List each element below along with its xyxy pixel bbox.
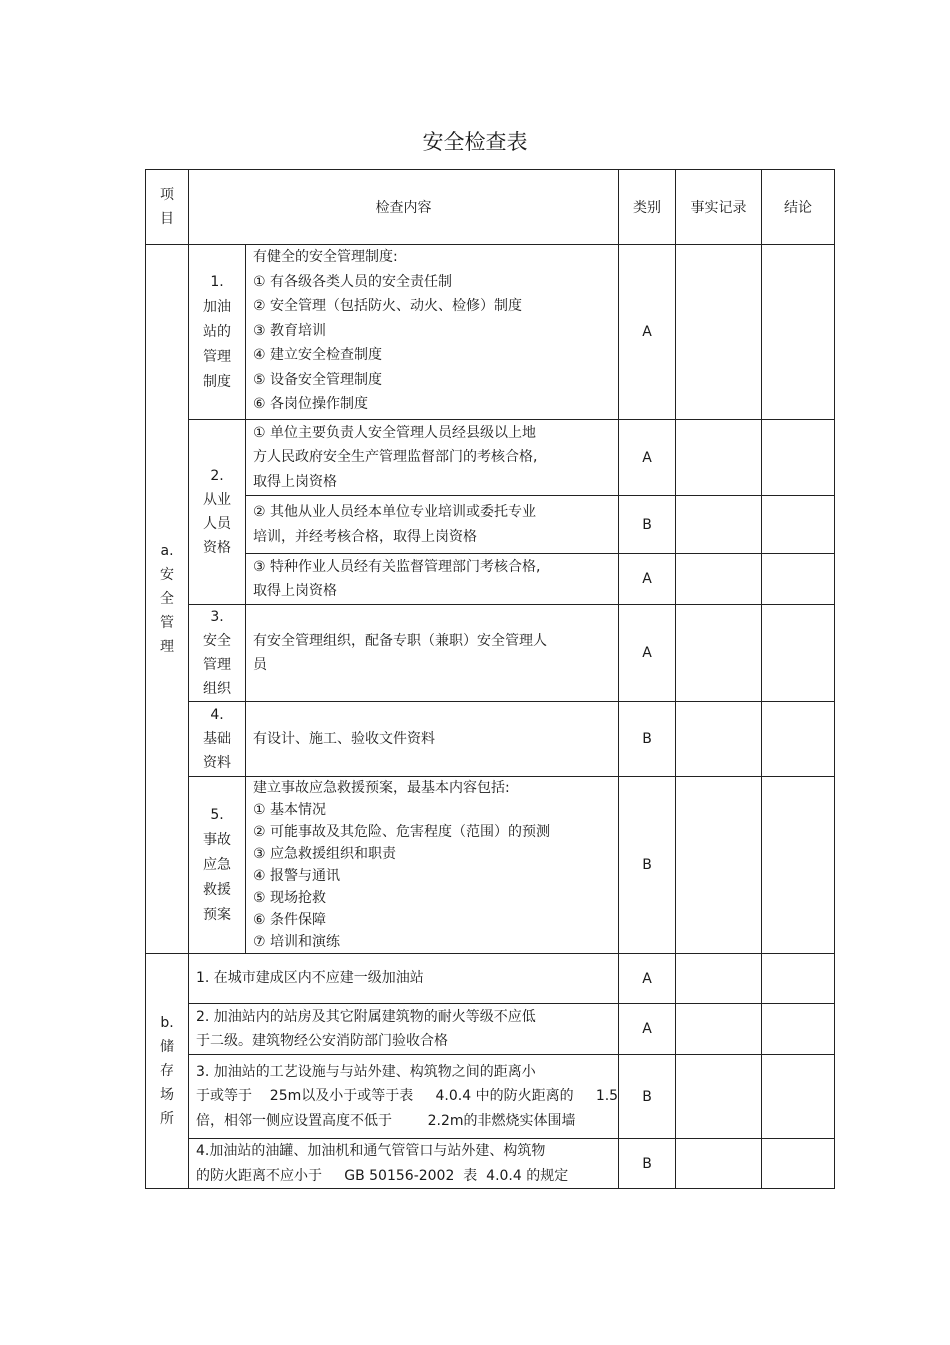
record-cell — [676, 777, 762, 954]
check-content: 有安全管理组织，配备专职（兼职）安全管理人 员 — [246, 605, 619, 702]
check-content: 有健全的安全管理制度: ① 有各级各类人员的安全责任制 ② 安全管理（包括防火、动火、检修）制度 ③ 教育培训 ④ 建立安全检查制度 ⑤ 设备安全管理制度 ⑥ 各岗位操作制度 — [246, 245, 619, 420]
table-row — [146, 605, 835, 702]
check-content: 建立事故应急救援预案，最基本内容包括: ① 基本情况 ② 可能事故及其危险、危害程度（范围）的预测 ③ 应急救援组织和职责 ④ 报警与通讯 ⑤ 现场抢救 ⑥ 条件保障 ⑦ 培训和演练 — [246, 777, 619, 954]
category-cell: A — [619, 1004, 676, 1055]
category-cell: A — [619, 420, 676, 496]
conclusion-cell — [762, 777, 835, 954]
sub-item-label: 2. 从业 人员 资格 — [189, 420, 246, 605]
section-b-label: b. 储 存 场 所 — [146, 954, 189, 1189]
category-cell: B — [619, 496, 676, 554]
check-content: 3. 加油站的工艺设施与与站外建、构筑物之间的距离小 于或等于 25m以及小于或等于表 4.0.4 中的防火距离的 1.5 倍，相邻一侧应设置高度不低于 2.2m的非燃烧实体围墙 — [189, 1055, 619, 1139]
record-cell — [676, 954, 762, 1004]
table-row — [146, 1055, 835, 1139]
category-cell: B — [619, 1055, 676, 1139]
header-record: 事实记录 — [676, 170, 762, 245]
category-cell: B — [619, 1139, 676, 1189]
conclusion-cell — [762, 605, 835, 702]
category-cell: A — [619, 605, 676, 702]
conclusion-cell — [762, 1004, 835, 1055]
table-row — [146, 1004, 835, 1055]
check-content: 2. 加油站内的站房及其它附属建筑物的耐火等级不应低 于二级。建筑物经公安消防部门验收合格 — [189, 1004, 619, 1055]
sub-item-label: 4. 基础 资料 — [189, 702, 246, 777]
record-cell — [676, 702, 762, 777]
conclusion-cell — [762, 496, 835, 554]
table-row — [146, 420, 835, 496]
record-cell — [676, 1139, 762, 1189]
table-row — [146, 496, 835, 554]
record-cell — [676, 420, 762, 496]
sub-item-label: 3. 安全 管理 组织 — [189, 605, 246, 702]
check-content: ② 其他从业人员经本单位专业培训或委托专业 培训，并经考核合格，取得上岗资格 — [246, 496, 619, 554]
conclusion-cell — [762, 1139, 835, 1189]
conclusion-cell — [762, 702, 835, 777]
conclusion-cell — [762, 954, 835, 1004]
record-cell — [676, 245, 762, 420]
category-cell: A — [619, 245, 676, 420]
category-cell: B — [619, 702, 676, 777]
page-title: 安全检查表 — [422, 130, 528, 154]
header-conclusion: 结论 — [762, 170, 835, 245]
table-row — [146, 1139, 835, 1189]
category-cell: A — [619, 554, 676, 605]
category-cell: B — [619, 777, 676, 954]
check-content: 1. 在城市建成区内不应建一级加油站 — [189, 954, 619, 1004]
check-content: 4.加油站的油罐、加油机和通气管管口与站外建、构筑物 的防火距离不应小于 GB 50156-2002 表 4.0.4 的规定 — [189, 1139, 619, 1189]
record-cell — [676, 605, 762, 702]
record-cell — [676, 1055, 762, 1139]
table-header-row — [146, 170, 835, 245]
header-category: 类别 — [619, 170, 676, 245]
safety-check-table — [145, 169, 835, 1189]
category-cell: A — [619, 954, 676, 1004]
conclusion-cell — [762, 554, 835, 605]
record-cell — [676, 496, 762, 554]
check-content: ① 单位主要负责人安全管理人员经县级以上地 方人民政府安全生产管理监督部门的考核合格, 取得上岗资格 — [246, 420, 619, 496]
conclusion-cell — [762, 245, 835, 420]
table-row — [146, 245, 835, 420]
sub-item-label: 1. 加油 站的 管理 制度 — [189, 245, 246, 420]
table-row — [146, 954, 835, 1004]
conclusion-cell — [762, 1055, 835, 1139]
table-row — [146, 777, 835, 954]
conclusion-cell — [762, 420, 835, 496]
header-content: 检查内容 — [189, 170, 619, 245]
record-cell — [676, 1004, 762, 1055]
table-row — [146, 702, 835, 777]
header-item: 项 目 — [146, 170, 189, 245]
record-cell — [676, 554, 762, 605]
check-content: 有设计、施工、验收文件资料 — [246, 702, 619, 777]
check-content: ③ 特种作业人员经有关监督管理部门考核合格, 取得上岗资格 — [246, 554, 619, 605]
section-a-label: a. 安 全 管 理 — [146, 245, 189, 954]
sub-item-label: 5. 事故 应急 救援 预案 — [189, 777, 246, 954]
table-row — [146, 554, 835, 605]
